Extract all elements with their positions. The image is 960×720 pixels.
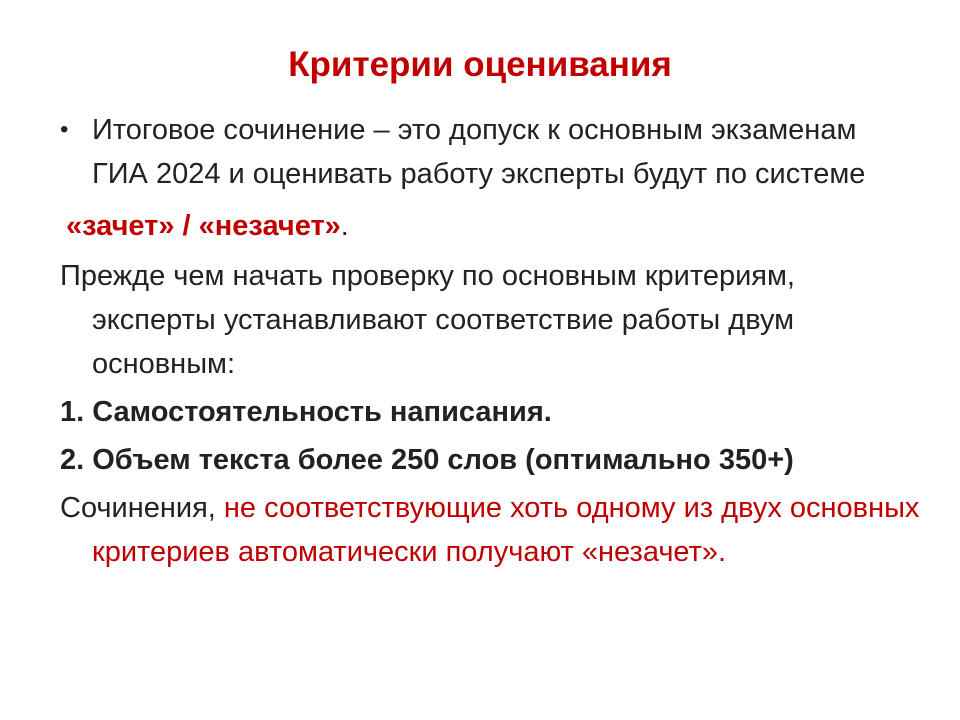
criterion-1: 1. Самостоятельность написания.	[60, 396, 552, 428]
slide-content	[60, 108, 920, 574]
conclusion-prefix: Сочинения,	[60, 492, 224, 524]
intro-text: Итоговое сочинение – это допуск к основным экзаменам ГИА 2024 и оценивать работу эксперты будут по системе	[92, 114, 866, 190]
bullet-icon: •	[60, 116, 69, 143]
criteria-intro-paragraph: Прежде чем начать проверку по основным критериям, эксперты устанавливают соответствие работы двум основным:	[60, 260, 795, 380]
conclusion-highlight: не соответствующие хоть одному из двух основных критериев автоматически получают «незачет».	[92, 492, 920, 568]
grading-system-period: .	[340, 210, 349, 242]
criterion-2: 2. Объем текста более 250 слов (оптимально 350+)	[60, 444, 794, 476]
grading-system-line	[66, 204, 920, 248]
intro-paragraph	[60, 108, 920, 196]
slide-title: Критерии оценивания	[288, 45, 672, 84]
grading-system: «зачет» / «незачет»	[66, 210, 341, 242]
conclusion-paragraph	[60, 486, 920, 574]
